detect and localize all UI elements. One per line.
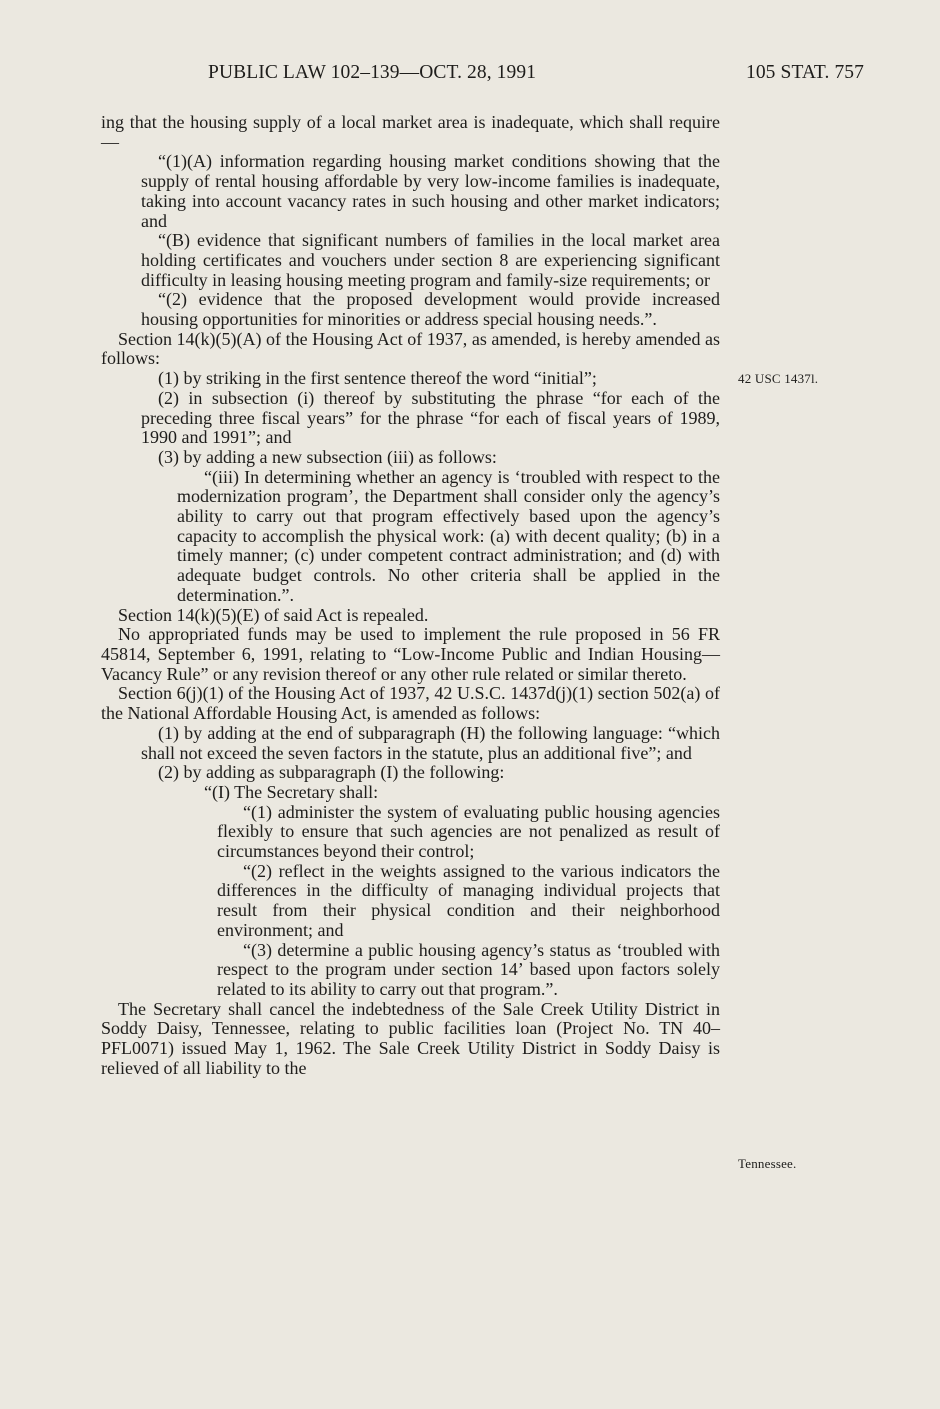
section-14k5e: Section 14(k)(5)(E) of said Act is repealed. bbox=[118, 604, 429, 625]
sale-creek-paragraph: The Secretary shall cancel the indebtedness of the Sale Creek Utility District in Soddy Daisy, Tennessee, relating to public facilities loan (Project No. TN 40–PFL0071) issued May 1, 1962. The Sale Creek Utility District in Soddy Daisy is relieved of all liability to the bbox=[101, 998, 720, 1078]
paragraph-2: “(2) evidence that the proposed development would provide increased housing opportunities for minorities or address special housing needs.”. bbox=[141, 289, 720, 330]
paragraph-continuation: ing that the housing supply of a local market area is inadequate, which shall require— bbox=[101, 112, 720, 152]
vacancy-rule-paragraph: No appropriated funds may be used to implement the rule proposed in 56 FR 45814, September 6, 1991, relating to “Low-Income Public and Indian Housing—Vacancy Rule” or any revision thereof or any other rule related or similar thereto. bbox=[101, 624, 720, 684]
amendment-1: (1) by striking in the first sentence thereof the word “initial”; bbox=[158, 368, 597, 389]
section-14k5a: Section 14(k)(5)(A) of the Housing Act of 1937, as amended, is hereby amended as follows: bbox=[101, 328, 720, 369]
statute-body bbox=[101, 113, 720, 1078]
stat-page-number: 105 STAT. 757 bbox=[745, 62, 864, 83]
secretary-duty-1: “(1) administer the system of evaluating public housing agencies flexibly to ensure that such agencies are not penalized as result of circumstances beyond their control; bbox=[217, 801, 720, 862]
amendment-2: (2) in subsection (i) thereof by substituting the phrase “for each of the preceding three fiscal years” for the phrase “for each of fiscal years of 1989, 1990 and 1991”; and bbox=[141, 387, 720, 448]
paragraph-1a: “(1)(A) information regarding housing market conditions showing that the supply of rental housing affordable by very low-income families is inadequate, taking into account vacancy rates in such housing and other market indicators; and bbox=[141, 151, 720, 231]
margin-note-usc: 42 USC 1437l. bbox=[738, 371, 819, 386]
amendment-3: (3) by adding a new subsection (iii) as follows: bbox=[158, 446, 497, 467]
paragraph-1b: “(B) evidence that significant numbers of families in the local market area holding certificates and vouchers under section 8 are experiencing significant difficulty in leasing housing meeting program and family-size requirements; or bbox=[141, 230, 720, 290]
margin-note-tennessee: Tennessee. bbox=[738, 1156, 797, 1171]
amendment-i: (2) by adding as subparagraph (I) the following: bbox=[158, 762, 505, 783]
secretary-duty-3: “(3) determine a public housing agency’s status as ‘troubled with respect to the program under section 14’ based upon factors solely related to its ability to carry out that program.”. bbox=[217, 939, 720, 999]
running-header bbox=[100, 62, 864, 92]
subparagraph-i: “(I) The Secretary shall: bbox=[204, 781, 379, 802]
public-law-title: PUBLIC LAW 102–139—OCT. 28, 1991 bbox=[208, 62, 537, 83]
amendment-h: (1) by adding at the end of subparagraph (H) the following language: “which shall not exceed the seven factors in the statute, plus an additional five”; and bbox=[141, 722, 720, 763]
subsection-iii: “(iii) In determining whether an agency is ‘troubled with respect to the modernization program’, the Department shall consider only the agency’s ability to carry out that program effectively based upon the agency’s capacity to accomplish the physical work: (a) with decent quality; (b) in a timely manner; (c) under competent contract administration; and (d) with adequate budget controls. No other criteria shall be applied in the determination.”. bbox=[177, 466, 720, 605]
secretary-duty-2: “(2) reflect in the weights assigned to the various indicators the differences in the difficulty of managing individual projects that result from their physical condition and their neighborhood environment; and bbox=[217, 860, 720, 940]
section-6j1: Section 6(j)(1) of the Housing Act of 1937, 42 U.S.C. 1437d(j)(1) section 502(a) of the National Affordable Housing Act, is amended as follows: bbox=[101, 683, 720, 724]
